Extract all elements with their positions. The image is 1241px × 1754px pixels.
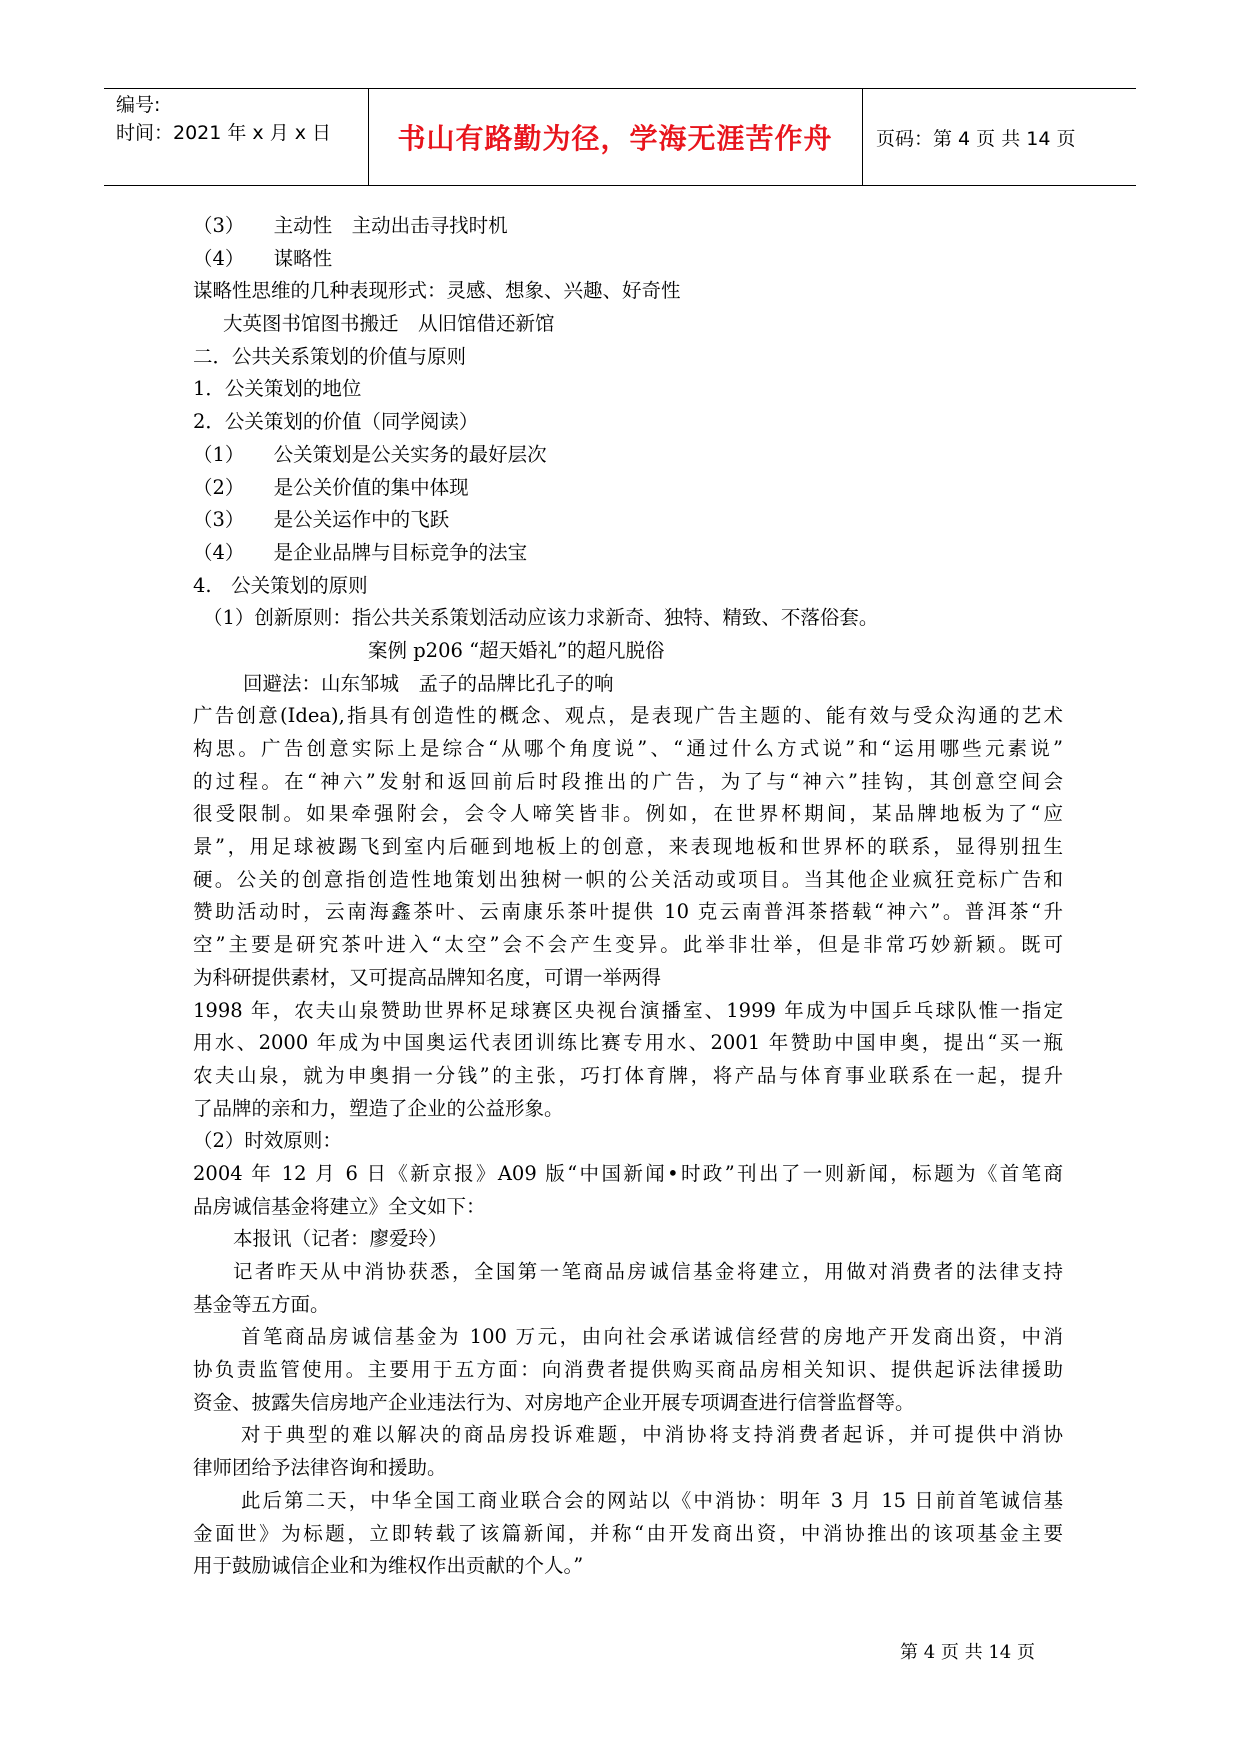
text-line: 协负责监管使用。主要用于五方面：向消费者提供购买商品房相关知识、提供起诉法律援助 (193, 1358, 1063, 1382)
text-line: 首笔商品房诚信基金为 100 万元，由向社会承诺诚信经营的房地产开发商出资，中消 (241, 1325, 1063, 1349)
text-line: 记者昨天从中消协获悉，全国第一笔商品房诚信基金将建立，用做对消费者的法律支持 (233, 1260, 1063, 1283)
text-line: （4） 是企业品牌与目标竞争的法宝 (193, 540, 528, 564)
header-info-cell (104, 89, 369, 185)
document-time-label: 时间：2021 年 x 月 x 日 (116, 122, 332, 144)
document-number-label: 编号: (116, 94, 161, 116)
text-line: 为科研提供素材，又可提高品牌知名度，可谓一举两得 (193, 965, 662, 989)
text-line: 品房诚信基金将建立》全文如下： (193, 1194, 486, 1218)
text-line: 本报讯（记者：廖爱玲） (233, 1227, 448, 1251)
text-line: 的过程。在“神六”发射和返回前后时段推出的广告，为了与“神六”挂钩，其创意空间会 (193, 769, 1063, 793)
text-line: 构思。广告创意实际上是综合“从哪个角度说”、“通过什么方式说”和“运用哪些元素说” (193, 737, 1063, 760)
page-header (104, 88, 1136, 186)
text-line: 1．公关策划的地位 (193, 377, 362, 401)
text-line: 农夫山泉，就为申奥捐一分钱”的主张，巧打体育牌，将产品与体育事业联系在一起，提升 (193, 1063, 1063, 1087)
header-motto: 书山有路勤为径，学海无涯苦作舟 (397, 122, 833, 155)
text-line: 用水、2000 年成为中国奥运代表团训练比赛专用水、2001 年赞助中国申奥，提出“买一瓶 (193, 1031, 1063, 1055)
text-line: （2）时效原则： (193, 1129, 342, 1153)
text-line: （1）创新原则：指公共关系策划活动应该力求新奇、独特、精致、不落俗套。 (203, 606, 879, 630)
text-line: 资金、披露失信房地产企业违法行为、对房地产企业开展专项调查进行信誉监督等。 (193, 1390, 915, 1414)
text-line: （2） 是公关价值的集中体现 (193, 475, 469, 499)
text-line: 谋略性思维的几种表现形式：灵感、想象、兴趣、好奇性 (193, 279, 681, 303)
text-line: 大英图书馆图书搬迁 从旧馆借还新馆 (223, 312, 555, 336)
text-line: 案例 p206 “超天婚礼”的超凡脱俗 (368, 638, 665, 662)
text-line: 回避法：山东邹城 孟子的品牌比孔子的响 (243, 671, 614, 695)
page-footer: 第 4 页 共 14 页 (900, 1642, 1035, 1663)
text-line: 2．公关策划的价值（同学阅读） (193, 410, 479, 434)
document-body (193, 210, 1063, 1583)
header-page-code: 页码：第 4 页 共 14 页 (876, 127, 1076, 150)
text-line: 4. 公关策划的原则 (193, 573, 368, 597)
text-line: （3） 是公关运作中的飞跃 (193, 508, 450, 532)
text-line: （1） 公关策划是公关实务的最好层次 (193, 442, 547, 466)
text-line: 对于典型的难以解决的商品房投诉难题，中消协将支持消费者起诉，并可提供中消协 (241, 1423, 1063, 1447)
text-line: 二．公共关系策划的价值与原则 (193, 344, 467, 368)
text-line: 很受限制。如果牵强附会，会令人啼笑皆非。例如，在世界杯期间，某品牌地板为了“应 (193, 802, 1063, 826)
text-line: 1998 年，农夫山泉赞助世界杯足球赛区央视台演播室、1999 年成为中国乒乓球队惟一指定 (193, 998, 1063, 1022)
header-motto-cell (368, 89, 863, 185)
text-line: （3） 主动性 主动出击寻找时机 (193, 214, 508, 237)
header-page-cell (862, 89, 1136, 185)
text-line: 基金等五方面。 (193, 1292, 330, 1316)
text-line: 硬。公关的创意指创造性地策划出独树一帜的公关活动或项目。当其他企业疯狂竞标广告和 (193, 867, 1063, 891)
text-line: 赞助活动时，云南海鑫茶叶、云南康乐茶叶提供 10 克云南普洱茶搭载“神六”。普洱茶“升 (193, 900, 1063, 924)
text-line: 广告创意(Idea),指具有创造性的概念、观点，是表现广告主题的、能有效与受众沟通的艺术 (193, 704, 1063, 728)
text-line: 景”，用足球被踢飞到室内后砸到地板上的创意，来表现地板和世界杯的联系，显得别扭生 (193, 835, 1063, 859)
text-line: 2004 年 12 月 6 日《新京报》A09 版“中国新闻•时政”刊出了一则新闻，标题为《首笔商 (193, 1161, 1063, 1185)
text-line: 律师团给予法律咨询和援助。 (193, 1456, 447, 1480)
text-line: 此后第二天，中华全国工商业联合会的网站以《中消协：明年 3 月 15 日前首笔诚信基 (241, 1488, 1063, 1512)
text-line: 金面世》为标题，立即转载了该篇新闻，并称“由开发商出资，中消协推出的该项基金主要 (193, 1521, 1063, 1545)
text-line: 空”主要是研究茶叶进入“太空”会不会产生变异。此举非壮举，但是非常巧妙新颖。既可 (193, 933, 1063, 957)
text-line: 用于鼓励诚信企业和为维权作出贡献的个人。” (193, 1554, 584, 1578)
text-line: 了品牌的亲和力，塑造了企业的公益形象。 (193, 1096, 564, 1120)
text-line: （4） 谋略性 (193, 246, 333, 270)
